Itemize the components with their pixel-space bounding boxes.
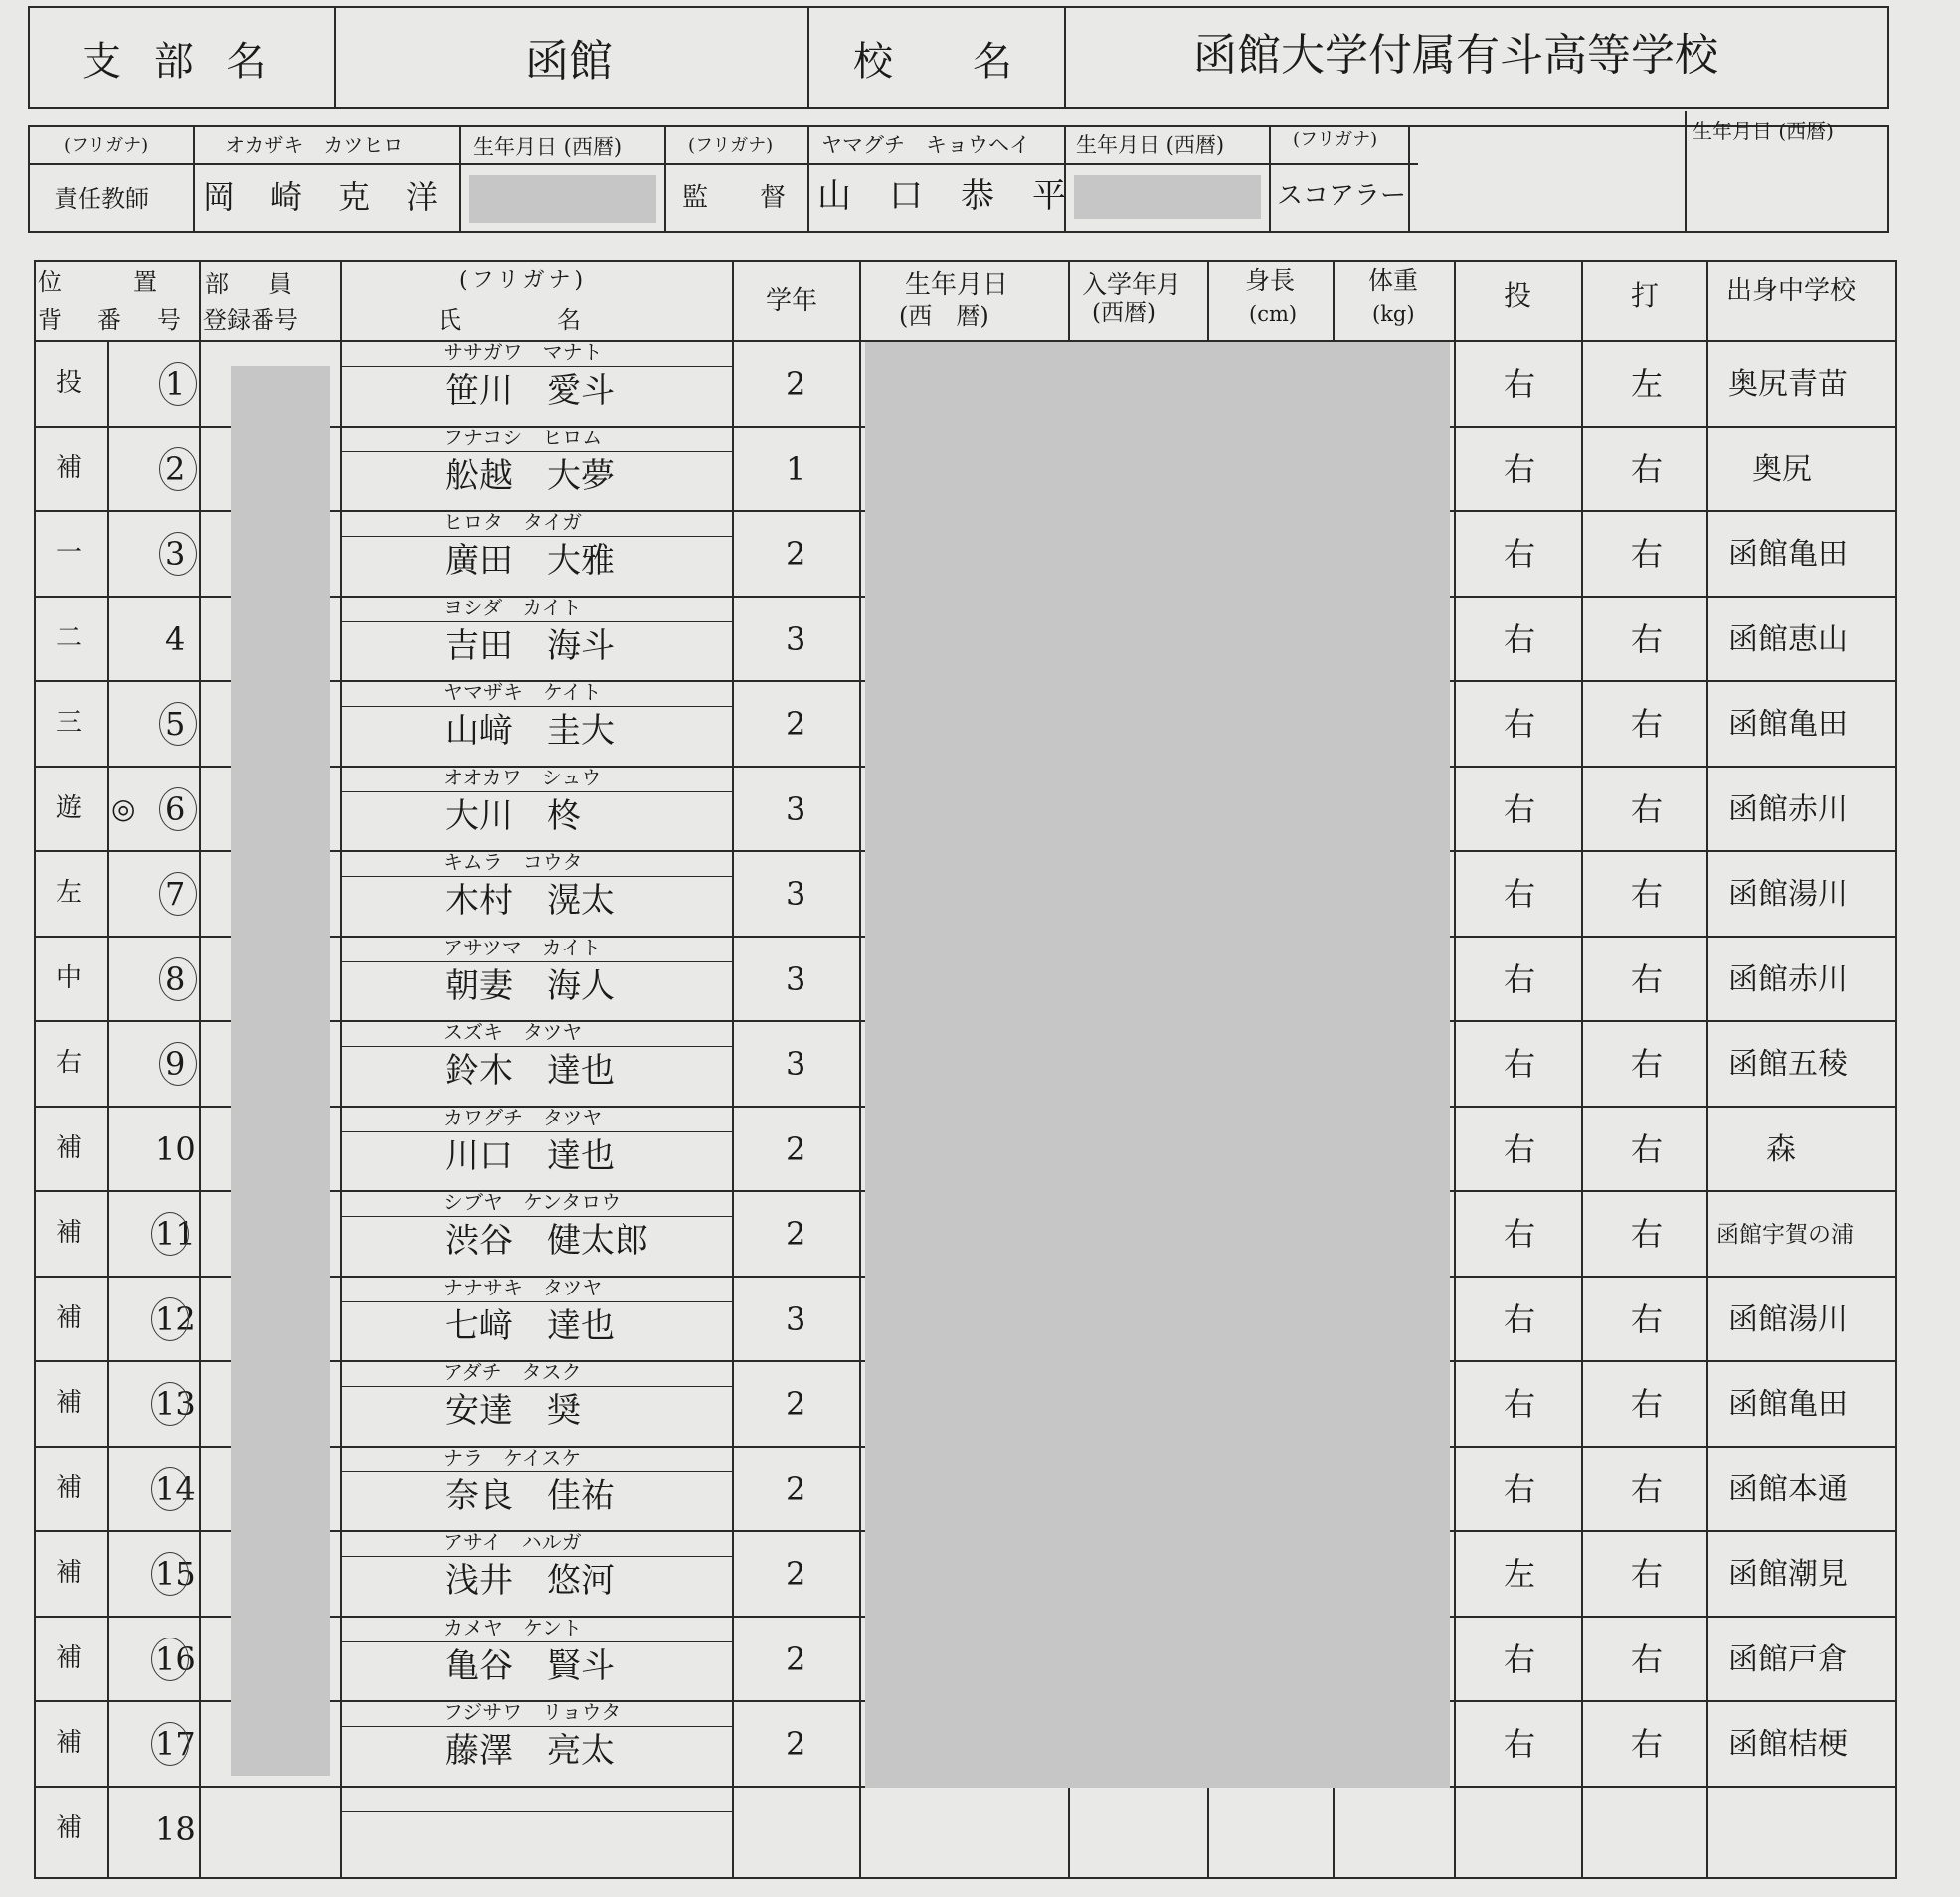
grade-cell: 3 bbox=[786, 959, 806, 998]
junior-high-cell: 森 bbox=[1766, 1131, 1796, 1167]
header-bats: 打 bbox=[1631, 279, 1660, 312]
junior-high-cell: 函館湯川 bbox=[1728, 877, 1848, 912]
throws-cell: 右 bbox=[1504, 619, 1536, 658]
position-cell: 二 bbox=[56, 622, 83, 653]
throws-cell: 右 bbox=[1504, 365, 1536, 403]
bats-cell: 右 bbox=[1631, 1129, 1664, 1168]
junior-high-cell: 函館亀田 bbox=[1728, 707, 1848, 742]
bats-cell: 右 bbox=[1631, 1555, 1664, 1593]
junior-high-cell: 奥尻 bbox=[1752, 451, 1812, 487]
player-kana: フジサワ リョウタ bbox=[444, 1700, 622, 1724]
jersey-circle bbox=[159, 872, 197, 916]
birth-label: 生年月日 (西暦) bbox=[1693, 119, 1834, 143]
redaction bbox=[1074, 175, 1261, 219]
jersey-circle bbox=[159, 1042, 197, 1086]
player-kana: ササガワ マナト bbox=[444, 340, 603, 364]
throws-cell: 右 bbox=[1504, 1385, 1536, 1423]
position-cell: 補 bbox=[56, 1812, 83, 1843]
throws-cell: 右 bbox=[1504, 535, 1536, 573]
jersey-number: 1 bbox=[165, 365, 186, 403]
grade-cell: 2 bbox=[786, 1555, 806, 1593]
jersey-number: 6 bbox=[165, 789, 186, 828]
position-cell: 補 bbox=[56, 452, 83, 483]
player-kana: スズキ タツヤ bbox=[444, 1020, 583, 1044]
junior-high-cell: 函館赤川 bbox=[1728, 791, 1848, 827]
jersey-number: 14 bbox=[155, 1469, 196, 1508]
jersey-circle bbox=[159, 957, 197, 1001]
kana-divider bbox=[340, 791, 732, 792]
junior-high-cell: 函館本通 bbox=[1728, 1471, 1848, 1507]
throws-cell: 右 bbox=[1504, 875, 1536, 913]
jersey-number: 11 bbox=[155, 1215, 196, 1253]
jersey-circle bbox=[151, 1638, 189, 1681]
jersey-number: 9 bbox=[165, 1045, 186, 1083]
jersey-number: 15 bbox=[155, 1555, 196, 1593]
kana-divider bbox=[340, 1216, 732, 1217]
player-kana: ナナサキ タツヤ bbox=[444, 1275, 603, 1299]
throws-cell: 右 bbox=[1504, 1725, 1536, 1763]
position-cell: 補 bbox=[56, 1132, 83, 1163]
junior-high-cell: 函館恵山 bbox=[1728, 621, 1848, 657]
position-cell: 一 bbox=[56, 538, 83, 568]
player-name: 山﨑 圭大 bbox=[445, 711, 615, 751]
jersey-number: 8 bbox=[165, 959, 186, 998]
header-weight: (kg) bbox=[1372, 302, 1415, 326]
throws-cell: 右 bbox=[1504, 705, 1536, 743]
player-kana: カメヤ ケント bbox=[444, 1615, 582, 1639]
jersey-circle bbox=[159, 787, 197, 831]
branch-value: 函館 bbox=[525, 36, 613, 86]
junior-high-cell: 函館湯川 bbox=[1728, 1301, 1848, 1337]
position-cell: 左 bbox=[56, 878, 83, 908]
jersey-number: 10 bbox=[155, 1129, 196, 1168]
header-height: (cm) bbox=[1249, 302, 1298, 326]
player-kana: シブヤ ケンタロウ bbox=[444, 1190, 622, 1214]
player-name: 舩越 大夢 bbox=[445, 455, 615, 496]
kana-divider bbox=[340, 1556, 732, 1557]
teacher-role: 責任教師 bbox=[54, 185, 149, 213]
kana-divider bbox=[340, 451, 732, 452]
player-kana: ヒロタ タイガ bbox=[444, 510, 582, 534]
header-name: 氏 名 bbox=[438, 306, 581, 334]
junior-high-cell: 函館戸倉 bbox=[1728, 1641, 1848, 1677]
player-name: 安達 奨 bbox=[445, 1391, 581, 1431]
player-name: 吉田 海斗 bbox=[445, 625, 615, 666]
furigana-label: (フリガナ) bbox=[64, 135, 149, 156]
position-cell: 補 bbox=[56, 1218, 83, 1248]
header-number: 背 番 号 bbox=[38, 306, 187, 334]
jersey-circle bbox=[151, 1212, 189, 1256]
bats-cell: 右 bbox=[1631, 1045, 1664, 1083]
kana-divider bbox=[340, 1641, 732, 1642]
junior-high-cell: 奥尻青苗 bbox=[1728, 367, 1848, 402]
captain-mark: ◎ bbox=[111, 791, 136, 825]
player-kana: ナラ ケイスケ bbox=[444, 1445, 582, 1469]
position-cell: 投 bbox=[56, 368, 83, 398]
header-grade: 学年 bbox=[766, 286, 818, 316]
kana-divider bbox=[340, 876, 732, 877]
redaction bbox=[469, 175, 656, 223]
grade-cell: 2 bbox=[786, 1215, 806, 1253]
player-name: 七﨑 達也 bbox=[445, 1305, 615, 1346]
jersey-number: 12 bbox=[155, 1299, 196, 1338]
grade-cell: 2 bbox=[786, 705, 806, 743]
player-kana: アサイ ハルガ bbox=[444, 1530, 582, 1554]
jersey-number: 5 bbox=[165, 705, 186, 743]
grade-cell: 2 bbox=[786, 535, 806, 573]
junior-high-cell: 函館宇賀の浦 bbox=[1716, 1222, 1854, 1248]
scorer-role: スコアラー bbox=[1277, 181, 1407, 211]
jersey-circle bbox=[151, 1382, 189, 1426]
kana-divider bbox=[340, 1471, 732, 1472]
position-cell: 補 bbox=[56, 1728, 83, 1758]
jersey-circle bbox=[151, 1722, 189, 1766]
manager-role: 監 督 bbox=[682, 183, 787, 213]
position-cell: 中 bbox=[56, 962, 83, 993]
player-name: 鈴木 達也 bbox=[445, 1051, 615, 1091]
grade-cell: 2 bbox=[786, 1639, 806, 1678]
bats-cell: 右 bbox=[1631, 705, 1664, 743]
jersey-circle bbox=[159, 702, 197, 746]
jersey-circle bbox=[151, 1297, 189, 1341]
header-weight: 体重 bbox=[1368, 266, 1419, 295]
jersey-number: 2 bbox=[165, 449, 186, 488]
player-kana: ヨシダ カイト bbox=[444, 595, 582, 619]
position-cell: 補 bbox=[56, 1472, 83, 1503]
bats-cell: 右 bbox=[1631, 875, 1664, 913]
furigana-label: (フリガナ) bbox=[1293, 129, 1378, 150]
player-name: 渋谷 健太郎 bbox=[445, 1221, 648, 1261]
grade-cell: 3 bbox=[786, 1045, 806, 1083]
player-name: 廣田 大雅 bbox=[445, 541, 615, 581]
redaction bbox=[865, 342, 1450, 1788]
bats-cell: 右 bbox=[1631, 449, 1664, 488]
birth-label: 生年月日 (西暦) bbox=[473, 135, 623, 159]
school-value: 函館大学付属有斗高等学校 bbox=[1193, 30, 1718, 81]
jersey-circle bbox=[151, 1552, 189, 1596]
jersey-number: 13 bbox=[155, 1385, 196, 1423]
bats-cell: 右 bbox=[1631, 1215, 1664, 1253]
bats-cell: 右 bbox=[1631, 1385, 1664, 1423]
grade-cell: 2 bbox=[786, 1129, 806, 1168]
jersey-circle bbox=[159, 532, 197, 576]
bats-cell: 右 bbox=[1631, 959, 1664, 998]
throws-cell: 右 bbox=[1504, 1215, 1536, 1253]
junior-high-cell: 函館亀田 bbox=[1728, 1387, 1848, 1422]
kana-divider bbox=[340, 1726, 732, 1727]
manager-kana: ヤマグチ キョウヘイ bbox=[821, 133, 1030, 157]
throws-cell: 右 bbox=[1504, 449, 1536, 488]
grade-cell: 2 bbox=[786, 365, 806, 403]
player-name: 浅井 悠河 bbox=[445, 1561, 615, 1601]
player-name: 朝妻 海人 bbox=[445, 965, 615, 1006]
kana-divider bbox=[340, 961, 732, 962]
furigana-label: (フリガナ) bbox=[688, 135, 774, 156]
throws-cell: 右 bbox=[1504, 1129, 1536, 1168]
teacher-name: 岡 崎 克 洋 bbox=[203, 178, 441, 216]
kana-divider bbox=[340, 536, 732, 537]
manager-name: 山 口 恭 平 bbox=[817, 176, 1068, 216]
branch-label: 支 部 名 bbox=[82, 39, 276, 85]
position-cell: 右 bbox=[56, 1048, 83, 1078]
bats-cell: 右 bbox=[1631, 1725, 1664, 1763]
player-kana: フナコシ ヒロム bbox=[444, 425, 603, 449]
kana-divider bbox=[340, 1046, 732, 1047]
school-label: 校 名 bbox=[853, 39, 1012, 85]
kana-divider bbox=[340, 706, 732, 707]
jersey-number: 3 bbox=[165, 535, 186, 573]
player-kana: キムラ コウタ bbox=[444, 850, 583, 874]
header-name-kana: (フリガナ) bbox=[459, 268, 588, 293]
kana-divider bbox=[340, 1131, 732, 1132]
throws-cell: 右 bbox=[1504, 1639, 1536, 1678]
position-cell: 補 bbox=[56, 1388, 83, 1418]
player-kana: ヤマザキ ケイト bbox=[444, 680, 602, 704]
kana-divider bbox=[340, 366, 732, 367]
jersey-number: 18 bbox=[155, 1810, 196, 1848]
player-kana: カワグチ タツヤ bbox=[444, 1105, 603, 1129]
bats-cell: 右 bbox=[1631, 1469, 1664, 1508]
redaction bbox=[231, 366, 330, 1776]
grade-cell: 2 bbox=[786, 1725, 806, 1763]
header-throws: 投 bbox=[1504, 279, 1532, 312]
header-junior-high: 出身中学校 bbox=[1726, 276, 1857, 306]
junior-high-cell: 函館亀田 bbox=[1728, 537, 1848, 572]
position-cell: 補 bbox=[56, 1642, 83, 1673]
junior-high-cell: 函館赤川 bbox=[1728, 961, 1848, 997]
grade-cell: 2 bbox=[786, 1385, 806, 1423]
bats-cell: 右 bbox=[1631, 535, 1664, 573]
header-enroll: (西暦) bbox=[1092, 300, 1156, 326]
jersey-circle bbox=[159, 447, 197, 491]
header-height: 身長 bbox=[1245, 266, 1296, 295]
jersey-number: 17 bbox=[155, 1725, 196, 1763]
header-member-reg: 部 員 bbox=[205, 270, 300, 298]
junior-high-cell: 函館五稜 bbox=[1728, 1047, 1848, 1082]
bats-cell: 左 bbox=[1631, 365, 1664, 403]
player-name: 藤澤 亮太 bbox=[445, 1731, 615, 1771]
throws-cell: 左 bbox=[1504, 1555, 1536, 1593]
kana-divider bbox=[340, 1386, 732, 1387]
grade-cell: 3 bbox=[786, 875, 806, 913]
header-birth: (西 暦) bbox=[899, 302, 989, 330]
player-name: 笹川 愛斗 bbox=[445, 371, 615, 411]
player-name: 亀谷 賢斗 bbox=[445, 1645, 615, 1686]
bats-cell: 右 bbox=[1631, 1299, 1664, 1338]
jersey-number: 7 bbox=[165, 875, 186, 913]
grade-cell: 1 bbox=[786, 449, 806, 488]
grade-cell: 3 bbox=[786, 789, 806, 828]
jersey-circle bbox=[151, 1467, 189, 1511]
header-member-reg: 登録番号 bbox=[203, 306, 298, 334]
bats-cell: 右 bbox=[1631, 789, 1664, 828]
header-birth: 生年月日 bbox=[905, 270, 1009, 300]
grade-cell: 3 bbox=[786, 619, 806, 658]
position-cell: 遊 bbox=[56, 792, 83, 823]
throws-cell: 右 bbox=[1504, 1469, 1536, 1508]
player-name: 川口 達也 bbox=[445, 1135, 615, 1176]
throws-cell: 右 bbox=[1504, 959, 1536, 998]
header-enroll: 入学年月 bbox=[1082, 270, 1182, 299]
position-cell: 補 bbox=[56, 1302, 83, 1333]
bats-cell: 右 bbox=[1631, 1639, 1664, 1678]
player-name: 奈良 佳祐 bbox=[445, 1475, 615, 1516]
grade-cell: 3 bbox=[786, 1299, 806, 1338]
throws-cell: 右 bbox=[1504, 1045, 1536, 1083]
player-name: 大川 柊 bbox=[445, 795, 581, 836]
junior-high-cell: 函館潮見 bbox=[1728, 1557, 1848, 1592]
junior-high-cell: 函館桔梗 bbox=[1728, 1727, 1848, 1762]
player-name: 木村 滉太 bbox=[445, 881, 615, 921]
throws-cell: 右 bbox=[1504, 1299, 1536, 1338]
jersey-circle bbox=[159, 362, 197, 406]
jersey-number: 4 bbox=[165, 619, 186, 658]
header-position: 位 置 bbox=[38, 268, 165, 296]
jersey-number: 16 bbox=[155, 1639, 196, 1678]
position-cell: 三 bbox=[56, 708, 83, 738]
player-kana: オオカワ シュウ bbox=[444, 765, 602, 789]
teacher-kana: オカザキ カツヒロ bbox=[225, 133, 404, 157]
throws-cell: 右 bbox=[1504, 789, 1536, 828]
bats-cell: 右 bbox=[1631, 619, 1664, 658]
kana-divider bbox=[340, 1811, 732, 1812]
birth-label: 生年月日 (西暦) bbox=[1076, 133, 1225, 157]
kana-divider bbox=[340, 621, 732, 622]
position-cell: 補 bbox=[56, 1558, 83, 1588]
player-kana: アダチ タスク bbox=[444, 1360, 582, 1384]
grade-cell: 2 bbox=[786, 1469, 806, 1508]
kana-divider bbox=[340, 1301, 732, 1302]
player-kana: アサツマ カイト bbox=[444, 935, 602, 959]
